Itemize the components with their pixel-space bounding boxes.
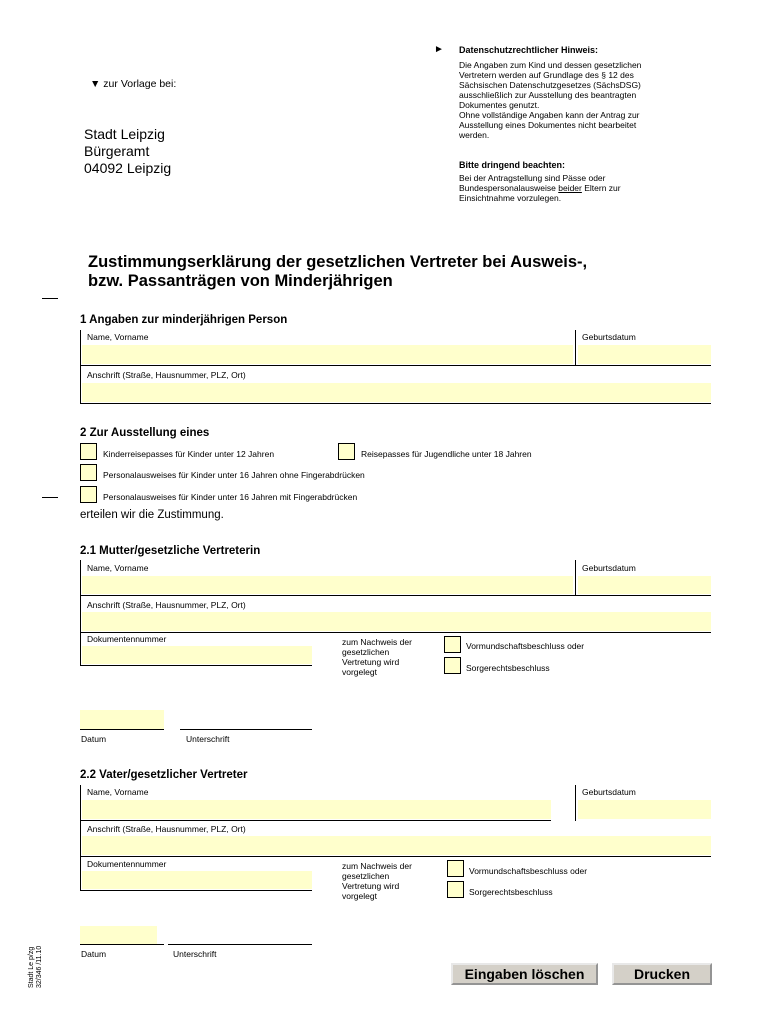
father-doc-label: Dokumentennummer bbox=[87, 859, 167, 869]
father-vormund-checkbox[interactable] bbox=[447, 860, 464, 877]
mother-vormund-checkbox[interactable] bbox=[444, 636, 461, 653]
address-line: 04092 Leipzig bbox=[84, 160, 172, 176]
personalausweis-ohne-checkbox[interactable] bbox=[80, 464, 97, 481]
consent-text: erteilen wir die Zustimmung. bbox=[80, 509, 224, 521]
father-vormund-label: Vormundschaftsbeschluss oder bbox=[469, 866, 588, 876]
fold-mark bbox=[42, 497, 58, 498]
kinderreisepass-checkbox[interactable] bbox=[80, 443, 97, 460]
personalausweis-ohne-label: Personalausweises für Kinder unter 16 Jahren ohne Fingerabdrücken bbox=[103, 470, 365, 480]
signature-line bbox=[80, 944, 164, 945]
frame-line bbox=[575, 560, 576, 596]
notice-text bbox=[459, 173, 621, 203]
privacy-line: Ausstellung eines Dokumentes nicht bearbeitet bbox=[459, 120, 637, 130]
print-button[interactable]: Drucken bbox=[612, 963, 712, 985]
mother-vormund-label: Vormundschaftsbeschluss oder bbox=[466, 641, 585, 651]
privacy-line: ausschließlich zur Ausstellung des beantragten bbox=[459, 90, 637, 100]
reisepass-checkbox[interactable] bbox=[338, 443, 355, 460]
frame-line bbox=[80, 856, 711, 857]
father-date-label: Datum bbox=[81, 949, 107, 959]
address-line: Bürgeramt bbox=[84, 143, 150, 159]
father-sign-label: Unterschrift bbox=[173, 949, 217, 959]
father-sorge-checkbox[interactable] bbox=[447, 881, 464, 898]
clear-inputs-button[interactable]: Eingaben löschen bbox=[451, 963, 598, 985]
kinderreisepass-label: Kinderreisepasses für Kinder unter 12 Jahren bbox=[103, 449, 275, 459]
child-name-field[interactable] bbox=[82, 345, 573, 364]
notice-title: Bitte dringend beachten: bbox=[459, 160, 566, 170]
privacy-line: Vertretern werden auf Grundlage des § 12 des bbox=[459, 70, 634, 80]
proof-line: zum Nachweis der bbox=[342, 637, 412, 647]
father-name-label: Name, Vorname bbox=[87, 787, 149, 797]
section2-title: 2 Zur Ausstellung eines bbox=[80, 427, 210, 439]
fold-mark bbox=[42, 298, 58, 299]
address-line: Stadt Leipzig bbox=[84, 126, 165, 142]
privacy-line: Dokumentes genutzt. bbox=[459, 100, 540, 110]
form-code bbox=[28, 946, 44, 988]
privacy-title: Datenschutzrechtlicher Hinweis: bbox=[459, 45, 599, 55]
father-dob-label: Geburtsdatum bbox=[582, 787, 636, 797]
frame-line bbox=[80, 890, 312, 891]
proof-line: Vertretung wird bbox=[342, 881, 400, 891]
signature-line bbox=[80, 729, 164, 730]
child-dob-field[interactable] bbox=[578, 345, 711, 364]
mother-section-title: 2.1 Mutter/gesetzliche Vertreterin bbox=[80, 545, 261, 557]
privacy-line: Die Angaben zum Kind und dessen gesetzlichen bbox=[459, 60, 642, 70]
privacy-line: werden. bbox=[459, 130, 490, 140]
signature-line bbox=[168, 944, 312, 945]
notice-line: Bei der Antragstellung sind Pässe oder bbox=[459, 173, 606, 183]
father-name-field[interactable] bbox=[82, 800, 551, 819]
title-line: bzw. Passanträgen von Minderjährigen bbox=[88, 272, 393, 290]
father-section-title: 2.2 Vater/gesetzlicher Vertreter bbox=[80, 769, 248, 781]
father-address-label: Anschrift (Straße, Hausnummer, PLZ, Ort) bbox=[87, 824, 246, 834]
frame-line bbox=[80, 665, 312, 666]
frame-line bbox=[80, 785, 81, 891]
mother-sign-label: Unterschrift bbox=[186, 734, 230, 744]
proof-line: gesetzlichen bbox=[342, 871, 390, 881]
proof-line: vorgelegt bbox=[342, 891, 377, 901]
title-line: Zustimmungserklärung der gesetzlichen Vertreter bei Ausweis-, bbox=[88, 253, 588, 271]
proof-line: gesetzlichen bbox=[342, 647, 390, 657]
frame-line bbox=[80, 403, 711, 404]
frame-line bbox=[80, 560, 81, 666]
frame-line bbox=[80, 365, 711, 366]
personalausweis-mit-label: Personalausweises für Kinder unter 16 Jahren mit Fingerabdrücken bbox=[103, 492, 358, 502]
mother-dob-field[interactable] bbox=[578, 576, 711, 594]
father-doc-field[interactable] bbox=[82, 871, 312, 889]
reisepass-label: Reisepasses für Jugendliche unter 18 Jahren bbox=[361, 449, 532, 459]
mother-doc-field[interactable] bbox=[82, 646, 312, 664]
notice-line: Einsichtnahme vorzulegen. bbox=[459, 193, 562, 203]
proof-line: zum Nachweis der bbox=[342, 861, 412, 871]
mother-date-field[interactable] bbox=[80, 710, 164, 729]
proof-line: vorgelegt bbox=[342, 667, 377, 677]
mother-doc-label: Dokumentennummer bbox=[87, 634, 167, 644]
personalausweis-mit-checkbox[interactable] bbox=[80, 486, 97, 503]
father-date-field[interactable] bbox=[80, 926, 157, 944]
father-proof-text bbox=[342, 861, 412, 901]
privacy-line: Ohne vollständige Angaben kann der Antrag zur bbox=[459, 110, 640, 120]
frame-line bbox=[575, 785, 576, 821]
frame-line bbox=[80, 595, 711, 596]
signature-line bbox=[180, 729, 312, 730]
frame-line bbox=[80, 330, 81, 404]
mother-address-label: Anschrift (Straße, Hausnummer, PLZ, Ort) bbox=[87, 600, 246, 610]
frame-line bbox=[80, 820, 551, 821]
form-code-line: 32/346 /11.10 bbox=[36, 945, 43, 988]
notice-line bbox=[459, 183, 621, 193]
page-title bbox=[88, 253, 587, 291]
child-dob-label: Geburtsdatum bbox=[582, 332, 636, 342]
mother-name-field[interactable] bbox=[82, 576, 573, 594]
mother-dob-label: Geburtsdatum bbox=[582, 563, 636, 573]
child-address-field[interactable] bbox=[82, 383, 711, 402]
mother-sorge-label: Sorgerechtsbeschluss bbox=[466, 663, 550, 673]
privacy-text bbox=[459, 60, 641, 140]
mother-date-label: Datum bbox=[81, 734, 107, 744]
mother-name-label: Name, Vorname bbox=[87, 563, 149, 573]
vorlage-label: ▼ zur Vorlage bei: bbox=[90, 78, 177, 90]
notice-underlined: beider bbox=[558, 183, 582, 193]
proof-line: Vertretung wird bbox=[342, 657, 400, 667]
mother-proof-text bbox=[342, 637, 412, 677]
father-address-field[interactable] bbox=[82, 836, 711, 855]
child-address-label: Anschrift (Straße, Hausnummer, PLZ, Ort) bbox=[87, 370, 246, 380]
arrow-right-icon: ► bbox=[434, 44, 444, 55]
recipient-address bbox=[84, 126, 171, 177]
mother-address-field[interactable] bbox=[82, 612, 711, 631]
notice-text-part: Eltern zur bbox=[581, 183, 621, 193]
privacy-line: Sächsischen Datenschutzgesetzes (SächsDSG) bbox=[459, 80, 641, 90]
frame-line bbox=[575, 330, 576, 366]
father-sorge-label: Sorgerechtsbeschluss bbox=[469, 887, 553, 897]
form-code-line: Stadt Le p/zg bbox=[28, 946, 35, 988]
section1-title: 1 Angaben zur minderjährigen Person bbox=[80, 314, 288, 326]
child-name-label: Name, Vorname bbox=[87, 332, 149, 342]
mother-sorge-checkbox[interactable] bbox=[444, 657, 461, 674]
frame-line bbox=[80, 632, 711, 633]
notice-text-part: Bundespersonalausweise bbox=[459, 183, 559, 193]
father-dob-field[interactable] bbox=[578, 800, 711, 819]
